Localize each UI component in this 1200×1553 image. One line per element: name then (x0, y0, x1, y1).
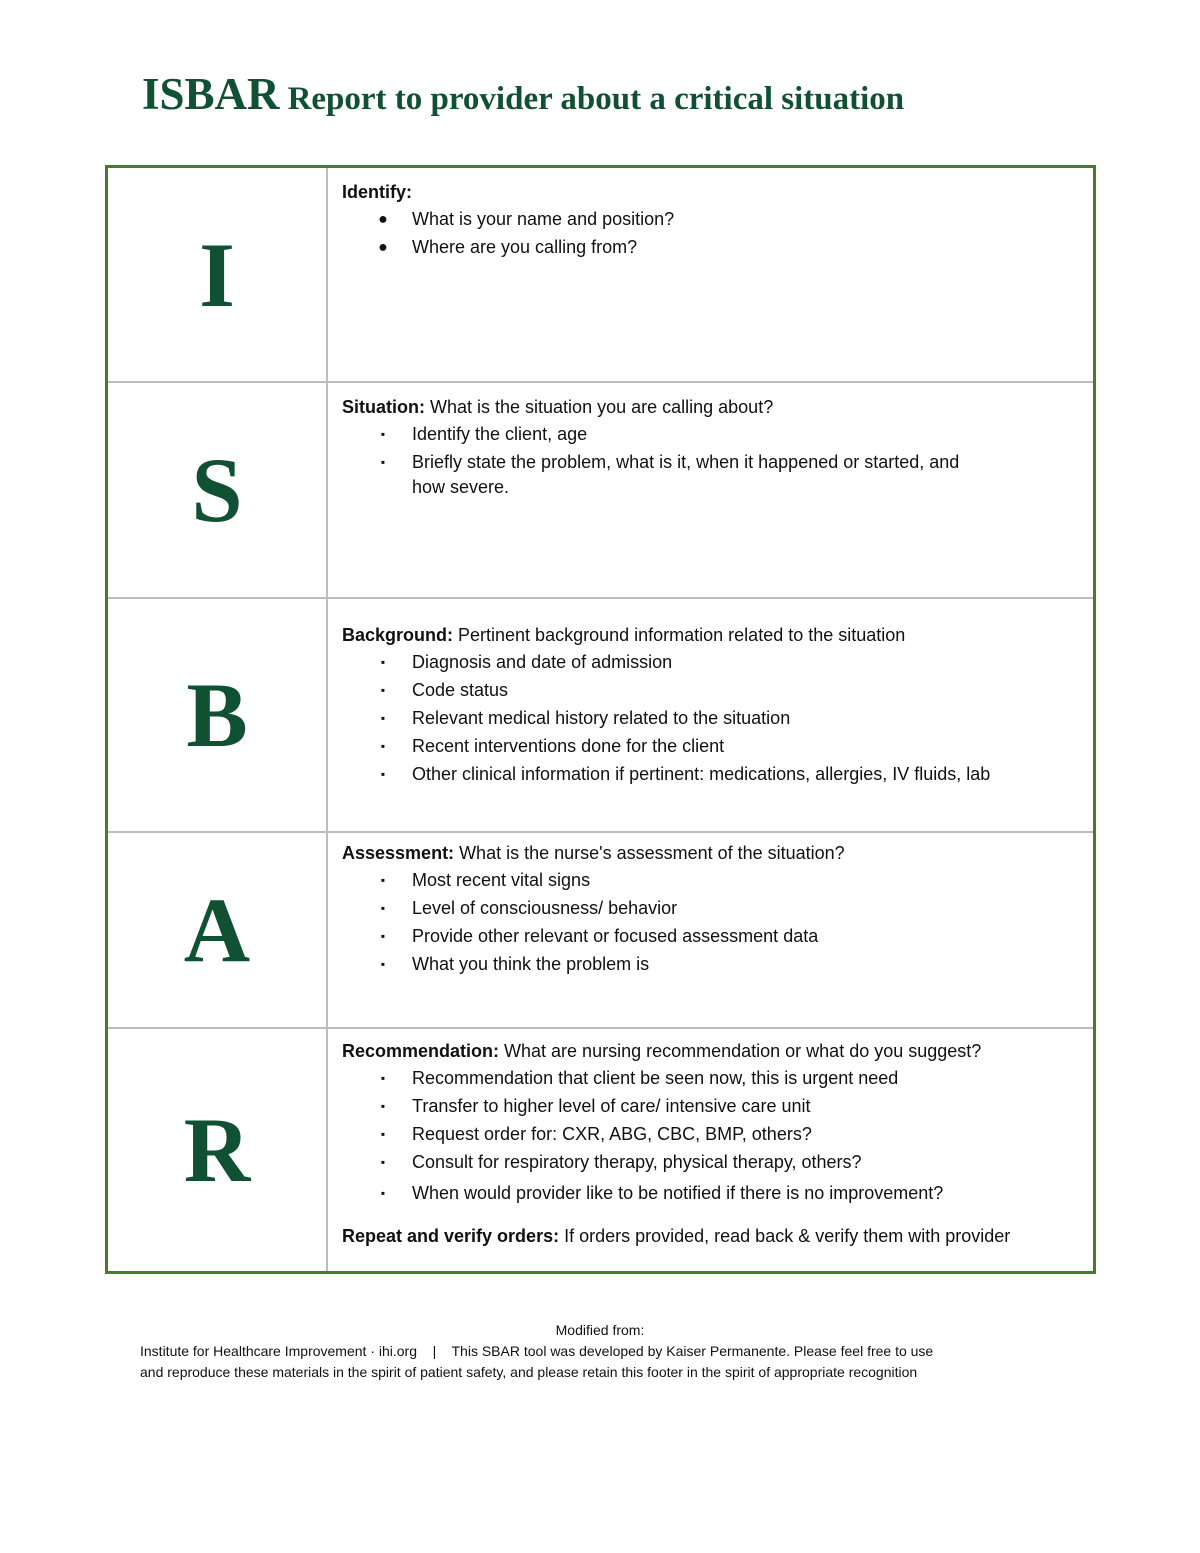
list-item-text: Provide other relevant or focused assessment data (412, 926, 819, 946)
bullet-icon: ▪ (380, 683, 386, 697)
verify-heading: Repeat and verify orders: (342, 1226, 560, 1246)
list-item-text: Identify the client, age (412, 424, 588, 444)
section-letter-s: S (191, 439, 243, 541)
list-item (342, 896, 1079, 921)
list-item-text: When would provider like to be notified if there is no improvement? (412, 1183, 944, 1203)
bullet-icon: ▪ (380, 455, 386, 469)
bullet-icon: ▪ (380, 1155, 386, 1169)
bullet-icon: ▪ (380, 1186, 386, 1200)
bullet-icon: ▪ (380, 929, 386, 943)
bullet-icon: ▪ (380, 873, 386, 887)
bullet-icon: ▪ (380, 427, 386, 441)
verify-text: If orders provided, read back & verify them with provider (559, 1226, 1011, 1246)
bullet-icon: ▪ (380, 739, 386, 753)
letter-cell-s (108, 383, 328, 599)
page-title (142, 69, 905, 119)
list-item (342, 868, 1079, 893)
bullet-icon: ▪ (380, 1071, 386, 1085)
list-item-text: Code status (412, 680, 509, 700)
section-lead (342, 180, 1079, 205)
bullet-icon: ▪ (380, 901, 386, 915)
verify-orders-line (342, 1224, 1079, 1249)
list-item (342, 762, 1079, 787)
list-item-text: Transfer to higher level of care/ intensive care unit (412, 1096, 811, 1116)
letter-cell-b (108, 599, 328, 833)
letter-cell-i (108, 168, 328, 383)
bullet-icon: ▪ (380, 655, 386, 669)
letter-cell-r (108, 1029, 328, 1271)
list-item-text: Level of consciousness/ behavior (412, 898, 678, 918)
section-recommendation (328, 1029, 1093, 1271)
bullet-icon: ▪ (380, 1099, 386, 1113)
section-heading: Situation: (342, 397, 425, 417)
bullet-icon: ▪ (380, 1127, 386, 1141)
list-item-text: Relevant medical history related to the situation (412, 708, 791, 728)
list-item (342, 450, 972, 500)
section-heading: Assessment: (342, 843, 455, 863)
section-letter-b: B (186, 664, 248, 766)
bullet-icon: ▪ (380, 711, 386, 725)
section-heading: Background: (342, 625, 454, 645)
section-lead (342, 1039, 1079, 1064)
list-item (342, 678, 1079, 703)
section-background (328, 599, 1093, 833)
list-item (342, 1122, 1079, 1147)
list-item-text: Diagnosis and date of admission (412, 652, 673, 672)
list-item-text: Briefly state the problem, what is it, when it happened or started, and how severe. (412, 452, 960, 497)
list-item (342, 1181, 1079, 1206)
list-item (342, 952, 1079, 977)
title-text: Report to provider about a critical situation (287, 81, 905, 117)
section-intro: What are nursing recommendation or what do you suggest? (499, 1041, 982, 1061)
section-identify (328, 168, 1093, 383)
list-item-text: Most recent vital signs (412, 870, 591, 890)
bullet-icon: ▪ (380, 957, 386, 971)
list-item (342, 734, 1079, 759)
list-item-text: What you think the problem is (412, 954, 650, 974)
bullet-list (342, 1066, 1079, 1206)
bullet-list (342, 868, 1079, 977)
bullet-list (342, 207, 1079, 260)
bullet-list (342, 422, 1079, 500)
letter-cell-a (108, 833, 328, 1029)
list-item-text: Consult for respiratory therapy, physical therapy, others? (412, 1152, 862, 1172)
section-heading: Recommendation: (342, 1041, 500, 1061)
list-item (342, 422, 1079, 447)
footer (140, 1320, 1040, 1383)
section-assessment (328, 833, 1093, 1029)
title-acronym: ISBAR (142, 69, 280, 119)
footer-modified-from: Modified from: (555, 1322, 645, 1338)
list-item (342, 650, 1079, 675)
bullet-icon: ● (378, 239, 388, 256)
section-letter-i: I (199, 223, 235, 326)
section-letter-a: A (183, 879, 251, 981)
section-lead (342, 395, 1079, 420)
list-item (342, 235, 1079, 260)
bullet-icon: ▪ (380, 767, 386, 781)
list-item-text: Where are you calling from? (412, 237, 638, 257)
footer-line-1: Institute for Healthcare Improvement · ihi.org | This SBAR tool was developed by Kaiser Permanente. Please feel free to use (140, 1343, 934, 1359)
list-item-text: Recent interventions done for the client (412, 736, 725, 756)
section-lead (342, 841, 1079, 866)
section-heading: Identify: (342, 182, 412, 202)
section-intro: Pertinent background information related to the situation (453, 625, 906, 645)
footer-line-2: and reproduce these materials in the spirit of patient safety, and please retain this footer in the spirit of appropriate recognition (140, 1364, 918, 1380)
list-item (342, 1150, 1079, 1175)
isbar-table (105, 165, 1096, 1274)
section-situation (328, 383, 1093, 599)
section-intro: What is the situation you are calling about? (425, 397, 774, 417)
bullet-icon: ● (378, 211, 388, 228)
list-item-text: What is your name and position? (412, 209, 675, 229)
list-item-text: Recommendation that client be seen now, this is urgent need (412, 1068, 899, 1088)
bullet-list (342, 650, 1079, 787)
list-item-text: Other clinical information if pertinent: medications, allergies, IV fluids, lab (412, 764, 991, 784)
list-item (342, 924, 1079, 949)
list-item (342, 1094, 1079, 1119)
list-item (342, 706, 1079, 731)
section-lead (342, 623, 1079, 648)
list-item (342, 207, 1079, 232)
section-letter-r: R (183, 1099, 251, 1201)
section-intro: What is the nurse's assessment of the situation? (454, 843, 845, 863)
list-item (342, 1066, 1079, 1091)
list-item-text: Request order for: CXR, ABG, CBC, BMP, others? (412, 1124, 812, 1144)
